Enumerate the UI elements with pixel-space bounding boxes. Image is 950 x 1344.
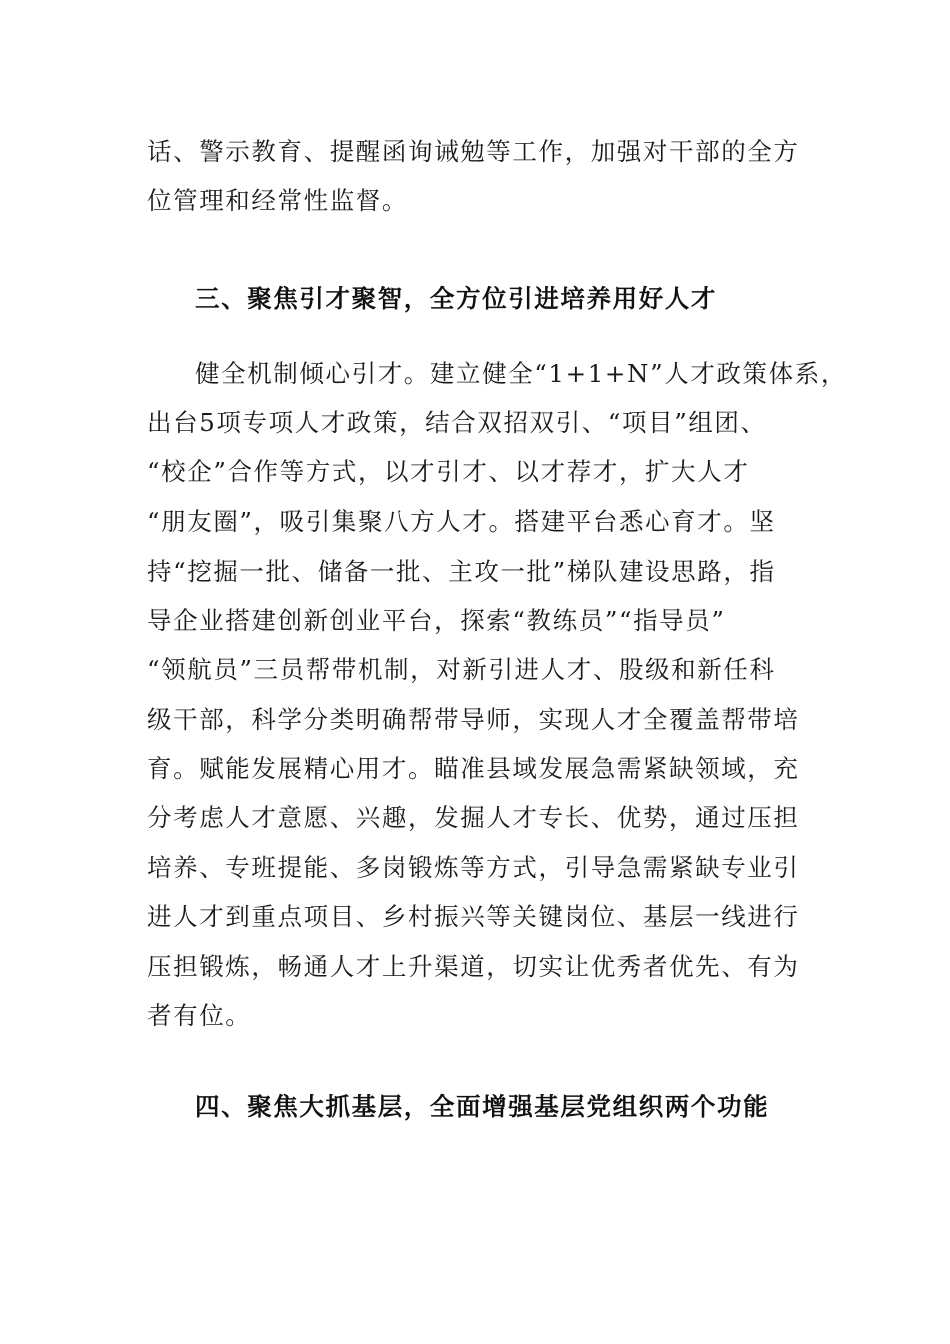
paragraph-line: 持“挖掘一批、储备一批、主攻一批”梯队建设思路，指 (147, 557, 776, 586)
paragraph-line: 压担锻炼，畅通人才上升渠道，切实让优秀者优先、有为 (147, 952, 800, 981)
paragraph-line: “校企”合作等方式，以才引才、以才荐才，扩大人才 (147, 457, 750, 486)
paragraph-line: 健全机制倾心引才。建立健全“1+1+N”人才政策体系， (195, 359, 847, 388)
paragraph-line: 分考虑人才意愿、兴趣，发掘人才专长、优势，通过压担 (147, 803, 800, 832)
paragraph-line: 者有位。 (147, 1001, 252, 1030)
paragraph-line: “领航员”三员帮带机制，对新引进人才、股级和新任科 (147, 655, 776, 684)
paragraph-line: 培养、专班提能、多岗锻炼等方式，引导急需紧缺专业引 (147, 853, 800, 882)
paragraph-line: 导企业搭建创新创业平台，探索“教练员”“指导员” (147, 606, 726, 635)
paragraph-line: 话、警示教育、提醒函询诫勉等工作，加强对干部的全方 (147, 137, 800, 166)
paragraph-line: 出台5项专项人才政策，结合双招双引、“项目”组团、 (147, 408, 767, 437)
paragraph-line: 育。赋能发展精心用才。瞄准县域发展急需紧缺领域，充 (147, 754, 800, 783)
paragraph-line: 位管理和经常性监督。 (147, 186, 408, 215)
paragraph-line: 进人才到重点项目、乡村振兴等关键岗位、基层一线进行 (147, 902, 800, 931)
section-heading-4: 四、聚焦大抓基层，全面增强基层党组织两个功能 (195, 1092, 770, 1121)
paragraph-line: 级干部，科学分类明确帮带导师，实现人才全覆盖帮带培 (147, 705, 800, 734)
paragraph-line: “朋友圈”，吸引集聚八方人才。搭建平台悉心育才。坚 (147, 507, 776, 536)
section-heading-3: 三、聚焦引才聚智，全方位引进培养用好人才 (195, 284, 717, 313)
